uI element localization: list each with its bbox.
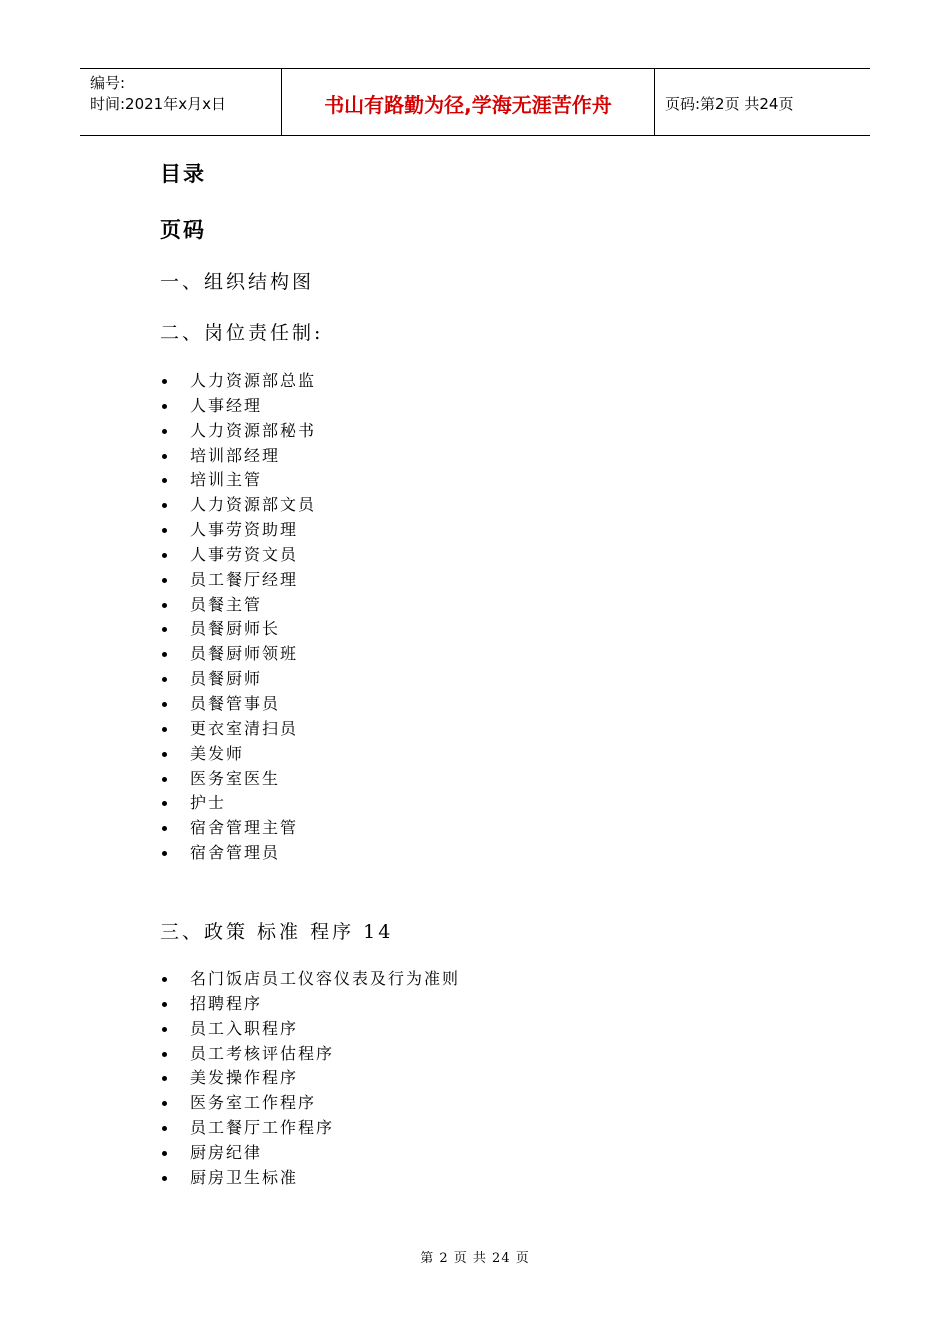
list-item: 宿舍管理主管 xyxy=(160,816,316,841)
list-item: 员餐厨师长 xyxy=(160,617,316,642)
list-item: 招聘程序 xyxy=(160,992,460,1017)
toc-page-label: 页码 xyxy=(160,218,206,242)
list-item: 人事劳资助理 xyxy=(160,518,316,543)
list-item: 名门饭店员工仪容仪表及行为准则 xyxy=(160,967,460,992)
list-item: 员工餐厅工作程序 xyxy=(160,1116,460,1141)
list-item: 员餐主管 xyxy=(160,593,316,618)
section-policy-heading: 三、政策 标准 程序 14 xyxy=(160,921,394,943)
list-item: 员工餐厅经理 xyxy=(160,568,316,593)
header-page-info: 页码:第2页 共24页 xyxy=(665,94,794,113)
list-item: 员餐厨师领班 xyxy=(160,642,316,667)
policy-list xyxy=(160,967,460,1191)
list-item: 人事劳资文员 xyxy=(160,543,316,568)
section-job-duties-heading: 二、岗位责任制: xyxy=(160,322,324,344)
list-item: 员餐管事员 xyxy=(160,692,316,717)
header-time-label: 时间:2021年x月x日 xyxy=(90,95,226,113)
list-item: 宿舍管理员 xyxy=(160,841,316,866)
page-header xyxy=(80,68,870,136)
section-org-chart-heading: 一、组织结构图 xyxy=(160,271,315,293)
list-item: 人力资源部文员 xyxy=(160,493,316,518)
list-item: 人事经理 xyxy=(160,394,316,419)
list-item: 厨房卫生标准 xyxy=(160,1166,460,1191)
header-number-label: 编号: xyxy=(90,74,126,92)
list-item: 员工入职程序 xyxy=(160,1017,460,1042)
header-meta xyxy=(80,69,282,135)
list-item: 人力资源部总监 xyxy=(160,369,316,394)
list-item: 员工考核评估程序 xyxy=(160,1042,460,1067)
page-footer: 第 2 页 共 24 页 xyxy=(420,1251,530,1266)
list-item: 护士 xyxy=(160,791,316,816)
toc-title: 目录 xyxy=(160,162,206,186)
list-item: 更衣室清扫员 xyxy=(160,717,316,742)
list-item: 培训主管 xyxy=(160,468,316,493)
job-duties-list xyxy=(160,369,316,866)
list-item: 培训部经理 xyxy=(160,444,316,469)
list-item: 厨房纪律 xyxy=(160,1141,460,1166)
list-item: 医务室工作程序 xyxy=(160,1091,460,1116)
list-item: 员餐厨师 xyxy=(160,667,316,692)
list-item: 美发操作程序 xyxy=(160,1066,460,1091)
list-item: 美发师 xyxy=(160,742,316,767)
list-item: 人力资源部秘书 xyxy=(160,419,316,444)
header-motto: 书山有路勤为径,学海无涯苦作舟 xyxy=(282,69,655,135)
list-item: 医务室医生 xyxy=(160,767,316,792)
